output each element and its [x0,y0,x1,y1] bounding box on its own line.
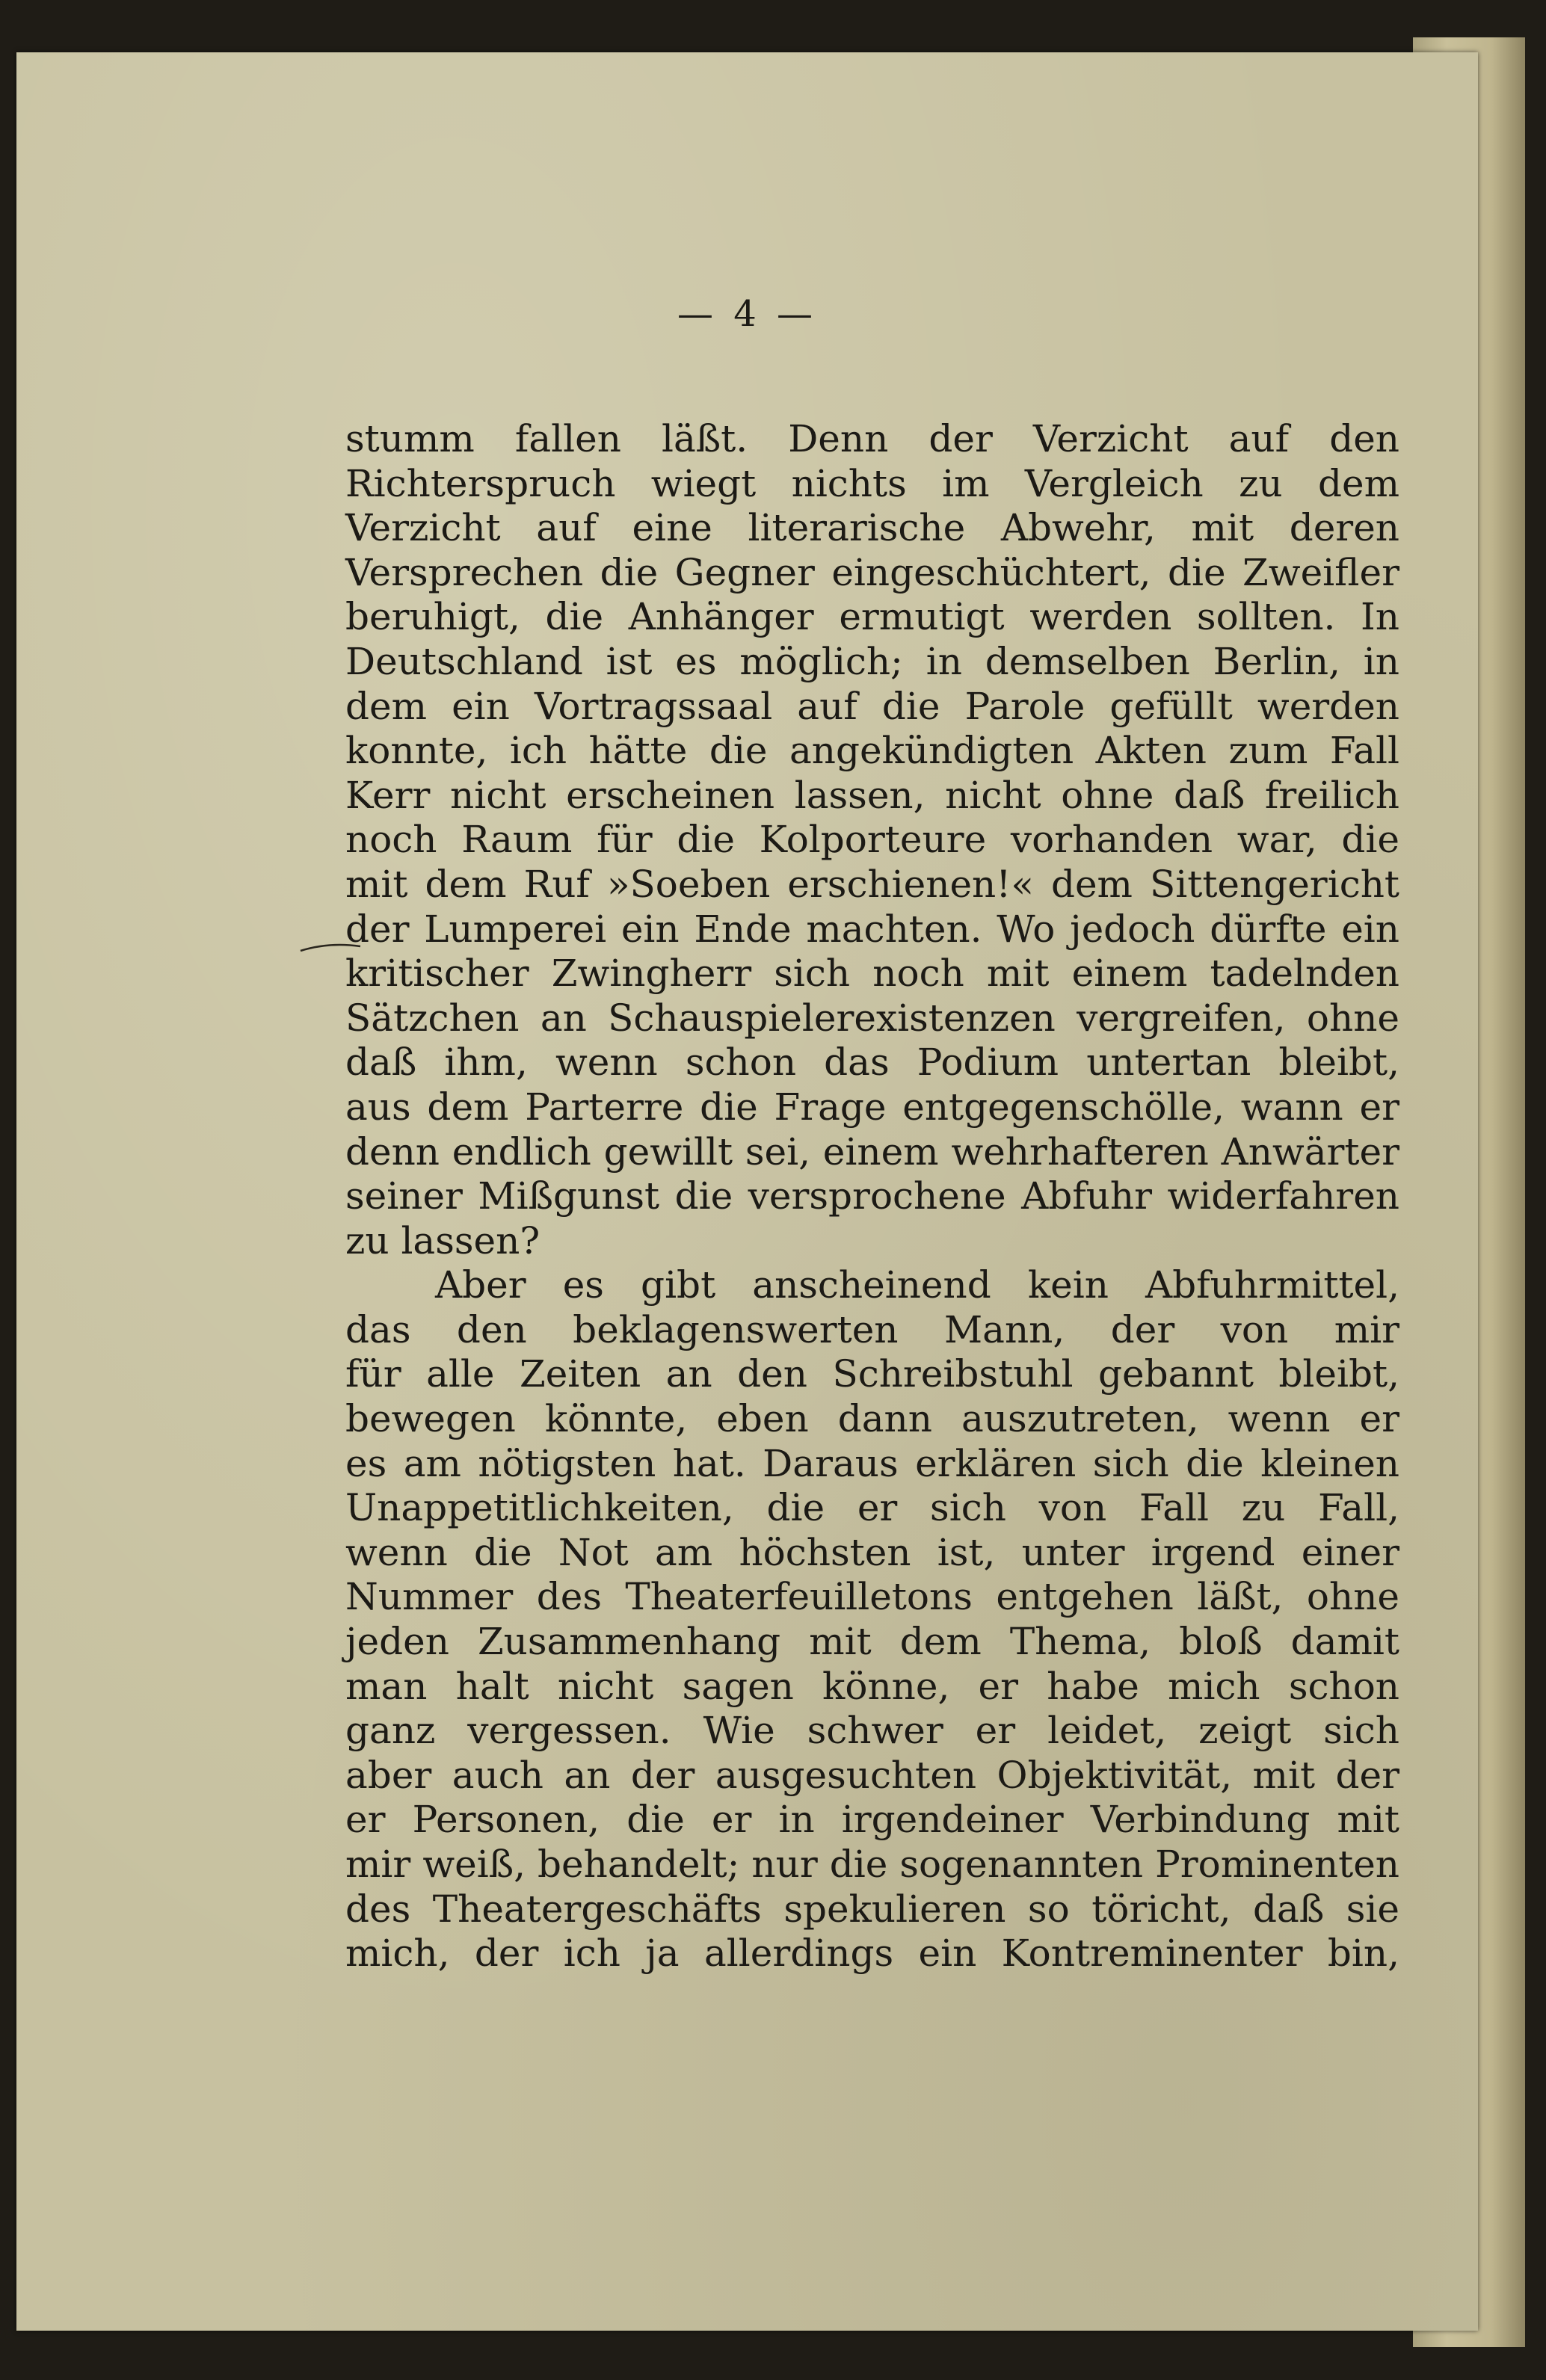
text-line: mir weiß, behandelt; nur die sogenannten Prominenten [345,1843,1399,1886]
text-line: daß ihm, wenn schon das Podium untertan bleibt, [345,1041,1399,1085]
text-line: denn endlich gewillt sei, einem wehrhafteren Anwärter [345,1129,1399,1174]
text-line: ganz vergessen. Wie schwer er leidet, zeigt sich [345,1709,1399,1753]
text-line: Nummer des Theaterfeuilletons entgehen läßt, ohne [345,1575,1399,1619]
text-line: Sätzchen an Schauspielerexistenzen vergreifen, ohne [345,996,1399,1040]
text-line: zu lassen? [345,1218,541,1263]
text-line: beruhigt, die Anhänger ermutigt werden sollten. In [345,595,1399,639]
text-line: aus dem Parterre die Frage entgegenschölle, wann er [345,1085,1399,1129]
text-line: noch Raum für die Kolporteure vorhanden war, die [345,818,1399,862]
text-line: es am nötigsten hat. Daraus erklären sich die kleinen [345,1441,1399,1485]
text-line: Verzicht auf eine literarische Abwehr, mit deren [345,506,1399,550]
text-line: konnte, ich hätte die angekündigten Akten zum Fall [345,729,1399,773]
text-line: das den beklagenswerten Mann, der von mir [345,1307,1399,1351]
text-line: seiner Mißgunst die versprochene Abfuhr widerfahren [345,1174,1399,1218]
text-line: wenn die Not am höchsten ist, unter irgend einer [345,1530,1399,1574]
text-line: Richterspruch wiegt nichts im Vergleich zu dem [345,461,1399,505]
body-text [345,417,1399,1976]
text-line: dem ein Vortragssaal auf die Parole gefüllt werden [345,684,1399,728]
text-line: Unappetitlichkeiten, die er sich von Fall zu Fall, [345,1486,1399,1530]
page-number: — 4 — [677,293,818,335]
text-line: kritischer Zwingherr sich noch mit einem tadelnden [345,952,1399,996]
text-line: mich, der ich ja allerdings ein Kontreminenter bin, [345,1932,1399,1976]
text-line: des Theatergeschäfts spekulieren so töricht, daß sie [345,1887,1399,1931]
text-line: für alle Zeiten an den Schreibstuhl gebannt bleibt, [345,1352,1399,1396]
text-line: er Personen, die er in irgendeiner Verbindung mit [345,1798,1399,1842]
book-page [16,52,1478,2331]
text-line: der Lumperei ein Ende machten. Wo jedoch dürfte ein [345,907,1399,951]
paragraph [345,1263,1399,1976]
text-line: mit dem Ruf »Soeben erschienen!« dem Sittengericht [345,862,1399,906]
paragraph [345,417,1399,1263]
text-line: bewegen könnte, eben dann auszutreten, wenn er [345,1397,1399,1441]
text-line: aber auch an der ausgesuchten Objektivität, mit der [345,1753,1399,1797]
text-line: jeden Zusammenhang mit dem Thema, bloß damit [345,1620,1399,1664]
text-line: Kerr nicht erscheinen lassen, nicht ohne daß freilich [345,773,1399,817]
text-line: stumm fallen läßt. Denn der Verzicht auf den [345,417,1399,460]
text-line: Deutschland ist es möglich; in demselben Berlin, in [345,639,1399,683]
text-line: Aber es gibt anscheinend kein Abfuhrmittel, [435,1263,1399,1307]
text-line: man halt nicht sagen könne, er habe mich schon [345,1664,1399,1708]
text-line: Versprechen die Gegner eingeschüchtert, die Zweifler [345,550,1399,594]
